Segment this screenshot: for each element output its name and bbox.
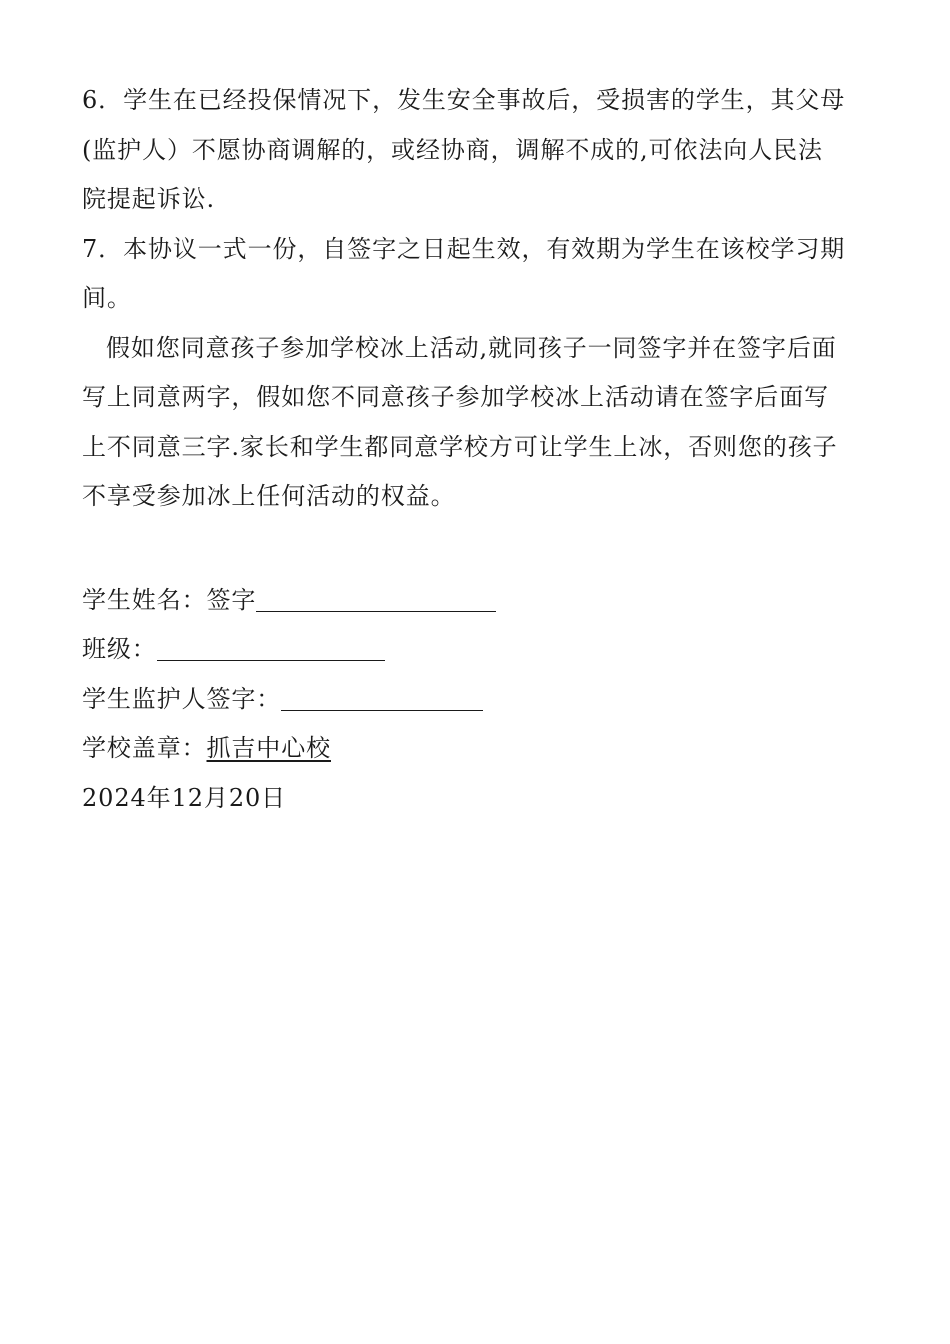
student-name-label: 学生姓名：签字: [82, 585, 257, 614]
notice-line-3: 上不同意三字.家长和学生都同意学校方可让学生上冰，否则您的孩子: [82, 432, 838, 461]
date-row: [82, 774, 872, 824]
signature-block: [82, 576, 872, 824]
school-name: 抓吉中心校: [206, 734, 331, 762]
student-signature-blank[interactable]: [256, 581, 496, 612]
guardian-row: [82, 675, 872, 725]
agreement-document: [82, 76, 872, 823]
clause-6-line-2: (监护人）不愿协商调解的，或经协商，调解不成的,可依法向人民法: [82, 135, 823, 164]
clause-6-line-3: 院提起诉讼.: [82, 185, 216, 213]
clause-7-line-2: 间。: [82, 284, 132, 312]
school-seal-label: 学校盖章：: [82, 734, 207, 762]
consent-notice: [82, 324, 872, 522]
clause-7-line-1: 7．本协议一式一份，自签字之日起生效，有效期为学生在该校学习期: [82, 234, 846, 263]
school-seal-row: [82, 724, 872, 774]
clause-6: [82, 76, 872, 225]
guardian-signature-blank[interactable]: [281, 680, 483, 711]
class-label: 班级：: [82, 635, 157, 663]
signing-date: 2024年12月20日: [82, 783, 287, 812]
class-blank[interactable]: [157, 630, 385, 661]
notice-line-1: 假如您同意孩子参加学校冰上活动,就同孩子一同签字并在签字后面: [106, 333, 837, 362]
clause-7: [82, 225, 872, 324]
notice-line-2: 写上同意两字，假如您不同意孩子参加学校冰上活动请在签字后面写: [82, 383, 829, 411]
class-row: [82, 625, 872, 675]
notice-line-4: 不享受参加冰上任何活动的权益。: [82, 482, 456, 510]
guardian-label: 学生监护人签字：: [82, 684, 282, 713]
section-spacer: [82, 522, 872, 576]
clause-6-line-1: 6．学生在已经投保情况下，发生安全事故后，受损害的学生，其父母: [82, 86, 846, 114]
student-name-row: [82, 576, 872, 626]
